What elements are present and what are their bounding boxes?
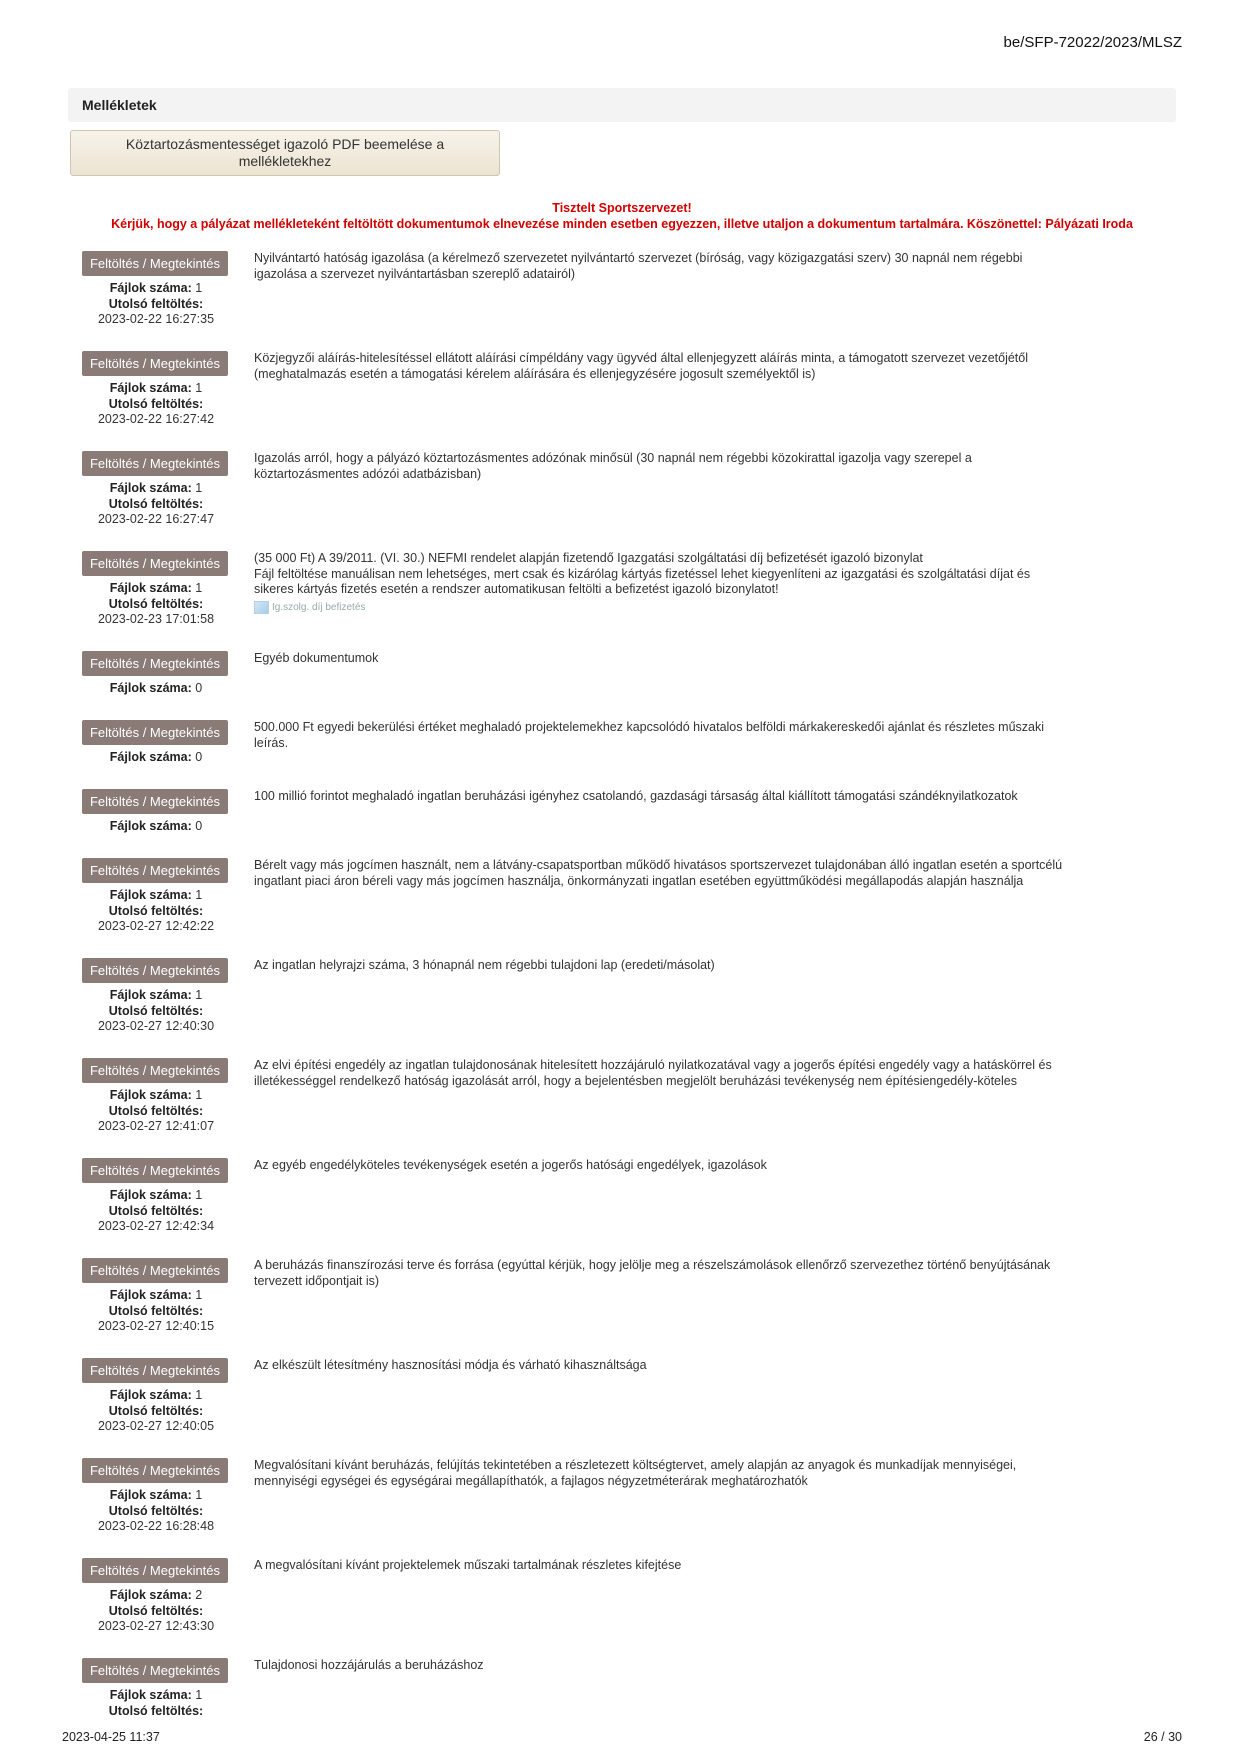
files-count-label: Fájlok száma: <box>109 888 192 902</box>
attachment-meta <box>82 1258 230 1335</box>
files-count-value: 1 <box>195 381 203 395</box>
last-upload-label: Utolsó feltöltés: <box>108 1403 204 1418</box>
files-count-label: Fájlok száma: <box>109 1588 192 1602</box>
last-upload-label: Utolsó feltöltés: <box>108 296 204 311</box>
description-text: Igazolás arról, hogy a pályázó köztartozásmentes adózónak minősül (30 napnál nem régebbi közokirattal igazolja vagy szerepel a köztartozásmentes adózói adatbázisban) <box>254 451 972 481</box>
upload-view-button[interactable]: Feltöltés / Megtekintés <box>82 251 228 276</box>
footer-timestamp: 2023-04-25 11:37 <box>62 1730 160 1744</box>
file-info <box>82 888 230 935</box>
attachment-description <box>254 1658 1064 1674</box>
last-upload-date: 2023-02-23 17:01:58 <box>97 612 215 626</box>
attachment-meta <box>82 1158 230 1235</box>
description-text: Megvalósítani kívánt beruházás, felújítás tekintetében a részletezett költségtervet, amely alapján az anyagok és munkadíjak mennyiségei, mennyiségi egységei és egységárai megállapíthatók, a fajlagos négyzetméterárak meghatározhatók <box>254 1458 1017 1488</box>
attachment-meta <box>82 1058 230 1135</box>
files-count-label: Fájlok száma: <box>109 681 192 695</box>
last-upload-label: Utolsó feltöltés: <box>108 1203 204 1218</box>
attachment-row <box>68 1658 1178 1738</box>
file-info <box>82 1688 230 1719</box>
last-upload-date: 2023-02-27 12:40:05 <box>97 1419 215 1433</box>
files-count-value: 0 <box>195 819 203 833</box>
description-text: Tulajdonosi hozzájárulás a beruházáshoz <box>254 1658 484 1672</box>
files-count-value: 1 <box>195 581 203 595</box>
attachment-row <box>68 251 1178 351</box>
attachment-row <box>68 789 1178 858</box>
last-upload-label: Utolsó feltöltés: <box>108 1003 204 1018</box>
attachment-meta <box>82 251 230 328</box>
last-upload-label: Utolsó feltöltés: <box>108 1303 204 1318</box>
files-count-label: Fájlok száma: <box>109 281 192 295</box>
files-count-label: Fájlok száma: <box>109 750 192 764</box>
import-pdf-button-label-2: mellékletekhez <box>238 153 332 169</box>
files-count-label: Fájlok száma: <box>109 1388 192 1402</box>
attachment-description <box>254 1558 1064 1574</box>
files-count-label: Fájlok száma: <box>109 381 192 395</box>
file-info <box>82 1488 230 1535</box>
last-upload-date: 2023-02-22 16:27:35 <box>97 312 215 326</box>
files-count-label: Fájlok száma: <box>109 581 192 595</box>
upload-view-button[interactable]: Feltöltés / Megtekintés <box>82 1458 228 1483</box>
attachment-meta <box>82 958 230 1035</box>
upload-view-button[interactable]: Feltöltés / Megtekintés <box>82 1058 228 1083</box>
attachment-row <box>68 351 1178 451</box>
attachment-description <box>254 351 1064 382</box>
notice-greeting: Tisztelt Sportszervezet! <box>552 201 692 215</box>
attachment-row <box>68 1258 1178 1358</box>
attachment-row <box>68 1458 1178 1558</box>
description-text: Az elkészült létesítmény hasznosítási módja és várható kihasználtsága <box>254 1358 647 1372</box>
file-info <box>82 1388 230 1435</box>
attachment-row <box>68 551 1178 651</box>
upload-view-button[interactable]: Feltöltés / Megtekintés <box>82 1258 228 1283</box>
last-upload-date: 2023-02-22 16:27:47 <box>97 512 215 526</box>
attachment-description <box>254 789 1064 805</box>
file-info <box>82 1088 230 1135</box>
attachment-meta <box>82 651 230 697</box>
description-text: 100 millió forintot meghaladó ingatlan beruházási igényhez csatolandó, gazdasági társaság által kiállított támogatási szándéknyilatkozatok <box>254 789 1018 803</box>
attachment-list <box>68 251 1178 1738</box>
upload-view-button[interactable]: Feltöltés / Megtekintés <box>82 1158 228 1183</box>
attachment-description <box>254 1458 1064 1489</box>
file-info <box>82 1588 230 1635</box>
file-info <box>82 1288 230 1335</box>
document-reference: be/SFP-72022/2023/MLSZ <box>1003 34 1182 51</box>
files-count-value: 1 <box>195 1088 203 1102</box>
files-count-value: 1 <box>195 1488 203 1502</box>
files-count-value: 1 <box>195 988 203 1002</box>
files-count-label: Fájlok száma: <box>109 988 192 1002</box>
last-upload-label: Utolsó feltöltés: <box>108 1503 204 1518</box>
notice-message: Kérjük, hogy a pályázat mellékleteként feltöltött dokumentumok elnevezése minden esetben egyezzen, illetve utaljon a dokumentum tartalmára. Köszönettel: Pályázati Iroda <box>111 217 1133 231</box>
file-info <box>82 281 230 328</box>
file-info <box>82 750 230 766</box>
upload-view-button[interactable]: Feltöltés / Megtekintés <box>82 858 228 883</box>
attachment-row <box>68 858 1178 958</box>
last-upload-label: Utolsó feltöltés: <box>108 1103 204 1118</box>
file-info <box>82 819 230 835</box>
file-info <box>82 381 230 428</box>
last-upload-date: 2023-02-27 12:42:22 <box>97 919 215 933</box>
files-count-value: 0 <box>195 681 203 695</box>
attachment-meta <box>82 1558 230 1635</box>
upload-view-button[interactable]: Feltöltés / Megtekintés <box>82 1658 228 1683</box>
attachment-row <box>68 1558 1178 1658</box>
file-info <box>82 581 230 628</box>
last-upload-label: Utolsó feltöltés: <box>108 596 204 611</box>
upload-view-button[interactable]: Feltöltés / Megtekintés <box>82 651 228 676</box>
attachment-description <box>254 551 1064 618</box>
attachment-row <box>68 720 1178 789</box>
files-count-label: Fájlok száma: <box>109 1488 192 1502</box>
last-upload-label: Utolsó feltöltés: <box>108 496 204 511</box>
description-text: Az elvi építési engedély az ingatlan tulajdonosának hitelesített hozzájáruló nyilatkozatával vagy a jogerős építési engedély vagy a hatáskörrel és illetékességgel rendelkező hatóság igazolását arról, hogy a bejelentésben megjelölt beruházási tevékenység nem építésiengedély-köteles <box>254 1058 1052 1088</box>
attachment-meta <box>82 351 230 428</box>
files-count-value: 1 <box>195 1188 203 1202</box>
description-text: Közjegyzői aláírás-hitelesítéssel ellátott aláírási címpéldány vagy ügyvéd által ellenjegyzett aláírás minta, a támogatott szervezet vezetőjétől (meghatalmazás esetén a támogatási kérelem aláírására és ellenjegyzésére jogosult személyektől is) <box>254 351 1029 381</box>
attachment-meta <box>82 858 230 935</box>
description-text: 500.000 Ft egyedi bekerülési értéket meghaladó projektelemekhez kapcsolódó hivatalos belföldi márkakereskedői ajánlat és részletes műszaki leírás. <box>254 720 1045 750</box>
attachment-row <box>68 651 1178 720</box>
files-count-label: Fájlok száma: <box>109 1188 192 1202</box>
upload-view-button[interactable]: Feltöltés / Megtekintés <box>82 789 228 814</box>
attachment-meta <box>82 551 230 628</box>
upload-view-button[interactable]: Feltöltés / Megtekintés <box>82 1558 228 1583</box>
last-upload-label: Utolsó feltöltés: <box>108 903 204 918</box>
files-count-label: Fájlok száma: <box>109 481 192 495</box>
attached-file-link[interactable] <box>254 600 365 616</box>
attachment-description <box>254 251 1064 282</box>
attachment-description <box>254 720 1064 751</box>
last-upload-date: 2023-02-27 12:41:07 <box>97 1119 215 1133</box>
last-upload-label: Utolsó feltöltés: <box>108 396 204 411</box>
upload-view-button[interactable]: Feltöltés / Megtekintés <box>82 958 228 983</box>
attachment-description <box>254 858 1064 889</box>
attachment-meta <box>82 720 230 766</box>
attachment-row <box>68 958 1178 1058</box>
file-info <box>82 481 230 528</box>
attachment-description <box>254 1258 1064 1289</box>
file-info <box>82 988 230 1035</box>
description-text: A beruházás finanszírozási terve és forrása (egyúttal kérjük, hogy jelölje meg a részelszámolások ellenőrző szervezethez történő benyújtásának tervezett időpontjait is) <box>254 1258 1051 1288</box>
files-count-value: 0 <box>195 750 203 764</box>
file-info <box>82 1188 230 1235</box>
files-count-label: Fájlok száma: <box>109 1688 192 1702</box>
image-file-icon <box>254 601 269 614</box>
last-upload-date: 2023-02-27 12:43:30 <box>97 1619 215 1633</box>
description-text: (35 000 Ft) A 39/2011. (VI. 30.) NEFMI rendelet alapján fizetendő Igazgatási szolgáltatási díj befizetését igazoló bizonylat <box>254 551 923 565</box>
attachment-description <box>254 651 1064 667</box>
file-info <box>82 681 230 697</box>
attachment-description <box>254 451 1064 482</box>
attachment-row <box>68 451 1178 551</box>
last-upload-label: Utolsó feltöltés: <box>108 1703 204 1718</box>
files-count-value: 1 <box>195 1388 203 1402</box>
files-count-label: Fájlok száma: <box>109 1088 192 1102</box>
last-upload-date: 2023-02-22 16:28:48 <box>97 1519 215 1533</box>
last-upload-date: 2023-02-27 12:42:34 <box>97 1219 215 1233</box>
upload-view-button[interactable]: Feltöltés / Megtekintés <box>82 720 228 745</box>
description-note: Fájl feltöltése manuálisan nem lehetséges, mert csak és kizárólag kártyás fizetéssel lehet kiegyenlíteni az igazgatási és szolgáltatási díjat és sikeres kártyás fizetés esetén a rendszer automatikusan feltölti a befizetést igazoló bizonylatot! <box>254 566 1031 596</box>
attachment-description <box>254 1158 1064 1174</box>
attachment-meta <box>82 451 230 528</box>
last-upload-label: Utolsó feltöltés: <box>108 1603 204 1618</box>
attachment-description <box>254 958 1064 974</box>
files-count-label: Fájlok száma: <box>109 1288 192 1302</box>
description-text: Bérelt vagy más jogcímen használt, nem a látvány-csapatsportban működő hivatásos sportszervezet tulajdonában álló ingatlan esetén a sportcélú ingatlant piaci áron béreli vagy más jogcímen használja, önkormányzati ingatlan esetében együttműködési megállapodás alapján használja <box>254 858 1063 888</box>
files-count-value: 1 <box>195 1288 203 1302</box>
attachment-meta <box>82 789 230 835</box>
attachment-description <box>254 1358 1064 1374</box>
attachment-description <box>254 1058 1064 1089</box>
files-count-value: 1 <box>195 1688 203 1702</box>
attached-file-name: Ig.szolg. díj befizetés <box>272 601 366 613</box>
attachment-meta <box>82 1458 230 1535</box>
upload-view-button[interactable]: Feltöltés / Megtekintés <box>82 451 228 476</box>
files-count-value: 1 <box>195 481 203 495</box>
files-count-value: 1 <box>195 281 203 295</box>
files-count-label: Fájlok száma: <box>109 819 192 833</box>
attachment-meta <box>82 1358 230 1435</box>
description-text: Az ingatlan helyrajzi száma, 3 hónapnál nem régebbi tulajdoni lap (eredeti/másolat) <box>254 958 715 972</box>
import-pdf-button[interactable] <box>70 130 500 176</box>
description-text: A megvalósítani kívánt projektelemek műszaki tartalmának részletes kifejtése <box>254 1558 682 1572</box>
files-count-value: 2 <box>195 1588 203 1602</box>
upload-view-button[interactable]: Feltöltés / Megtekintés <box>82 351 228 376</box>
import-pdf-button-label-1: Köztartozásmentességet igazoló PDF beemelése a <box>125 136 445 152</box>
footer-page-number: 26 / 30 <box>1143 1730 1182 1744</box>
files-count-value: 1 <box>195 888 203 902</box>
description-text: Nyilvántartó hatóság igazolása (a kérelmező szervezetet nyilvántartó szervezet (bíróság, vagy közigazgatási szerv) 30 napnál nem régebbi igazolása a szervezet nyilvántartásban szereplő adatairól) <box>254 251 1023 281</box>
upload-view-button[interactable]: Feltöltés / Megtekintés <box>82 1358 228 1383</box>
last-upload-date: 2023-02-27 12:40:30 <box>97 1019 215 1033</box>
notice <box>68 200 1176 232</box>
attachment-meta <box>82 1658 230 1719</box>
last-upload-date: 2023-02-22 16:27:42 <box>97 412 215 426</box>
description-text: Az egyéb engedélyköteles tevékenységek esetén a jogerős hatósági engedélyek, igazolások <box>254 1158 767 1172</box>
attachment-row <box>68 1158 1178 1258</box>
last-upload-date: 2023-02-27 12:40:15 <box>97 1319 215 1333</box>
section-title: Mellékletek <box>68 88 1176 122</box>
attachment-row <box>68 1058 1178 1158</box>
upload-view-button[interactable]: Feltöltés / Megtekintés <box>82 551 228 576</box>
description-text: Egyéb dokumentumok <box>254 651 379 665</box>
attachment-row <box>68 1358 1178 1458</box>
